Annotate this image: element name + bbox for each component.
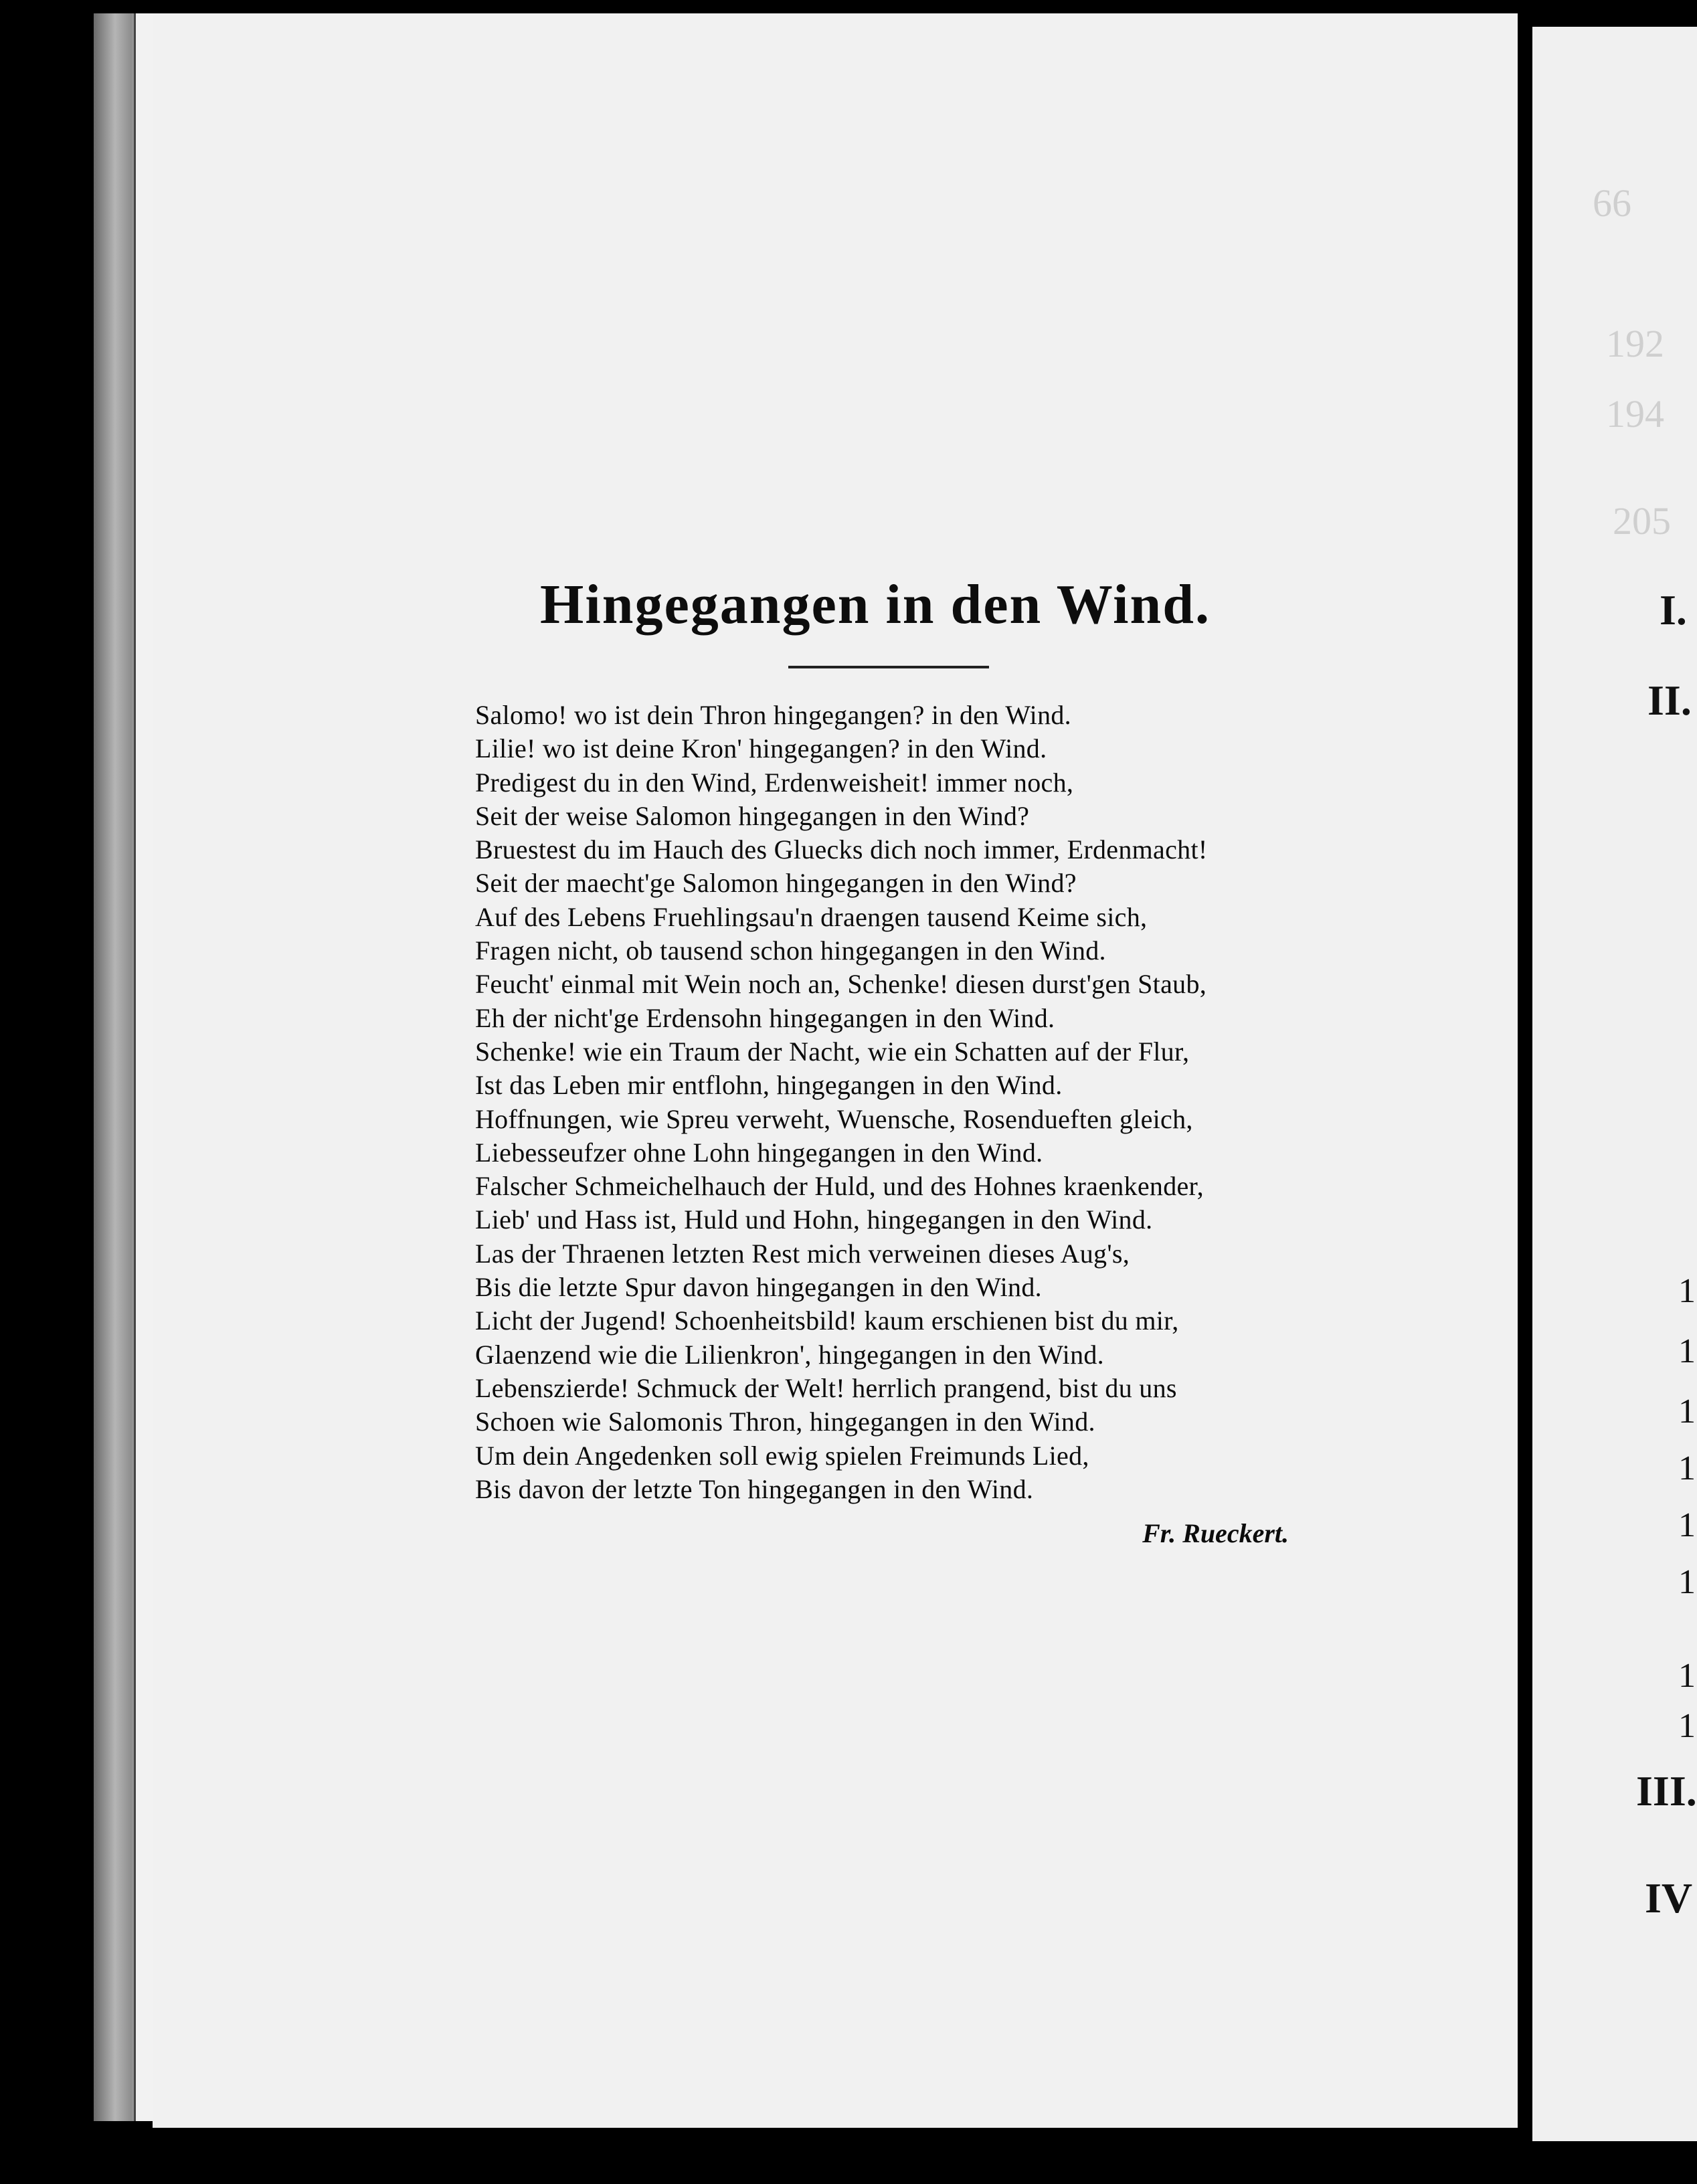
poem-body: [475, 699, 1298, 1506]
item-number: 1: [1678, 1657, 1696, 1695]
poem-line: Bis davon der letzte Ton hingegangen in den Wind.: [475, 1473, 1034, 1504]
faint-number: 66: [1593, 181, 1631, 225]
poem-line: Glaenzend wie die Lilienkron', hingegangen in den Wind.: [475, 1339, 1104, 1370]
poem-line: Bruestest du im Hauch des Gluecks dich noch immer, Erdenmacht!: [475, 834, 1208, 865]
poem-line: Lebenszierde! Schmuck der Welt! herrlich prangend, bist du uns: [475, 1372, 1177, 1403]
item-number: 1: [1678, 1392, 1696, 1431]
poem-line: Feucht' einmal mit Wein noch an, Schenke! diesen durst'gen Staub,: [475, 969, 1207, 1000]
author-signature: Fr. Rueckert.: [1142, 1518, 1289, 1548]
faint-number: 205: [1613, 499, 1671, 543]
poem-line: Eh der nicht'ge Erdensohn hingegangen in den Wind.: [475, 1002, 1055, 1033]
item-number: 1: [1678, 1506, 1696, 1544]
section-mark: II.: [1647, 676, 1692, 724]
poem-line: Salomo! wo ist dein Thron hingegangen? in den Wind.: [475, 700, 1071, 730]
item-number: 1: [1678, 1449, 1696, 1487]
title-rule: [788, 666, 989, 668]
right-page: [1532, 27, 1697, 2141]
item-number: 1: [1678, 1332, 1696, 1370]
faint-number: 192: [1606, 322, 1664, 365]
section-mark: III.: [1636, 1767, 1697, 1815]
poem-line: Falscher Schmeichelhauch der Huld, und des Hohnes kraenkender,: [475, 1171, 1204, 1202]
poem-line: Las der Thraenen letzten Rest mich verweinen dieses Aug's,: [475, 1238, 1130, 1269]
item-number: 1: [1678, 1272, 1696, 1310]
poem-line: Bis die letzte Spur davon hingegangen in den Wind.: [475, 1272, 1042, 1303]
poem-line: Licht der Jugend! Schoenheitsbild! kaum erschienen bist du mir,: [475, 1305, 1179, 1336]
item-number: 1: [1678, 1563, 1696, 1601]
poem-line: Auf des Lebens Fruehlingsau'n draengen tausend Keime sich,: [475, 901, 1148, 932]
poem-line: Um dein Angedenken soll ewig spielen Freimunds Lied,: [475, 1440, 1089, 1471]
faint-number: 194: [1606, 392, 1664, 436]
poem-line: Schenke! wie ein Traum der Nacht, wie ein Schatten auf der Flur,: [475, 1036, 1190, 1067]
section-mark: I.: [1660, 586, 1687, 634]
poem-line: Liebesseufzer ohne Lohn hingegangen in den Wind.: [475, 1137, 1043, 1168]
item-number: 1: [1678, 1707, 1696, 1745]
page-gutter: [1518, 0, 1531, 2184]
section-mark: IV: [1645, 1874, 1693, 1922]
poem-line: Hoffnungen, wie Spreu verweht, Wuensche, Rosendueften gleich,: [475, 1103, 1193, 1134]
poem-line: Lilie! wo ist deine Kron' hingegangen? in den Wind.: [475, 733, 1047, 764]
poem-line: Lieb' und Hass ist, Huld und Hohn, hingegangen in den Wind.: [475, 1204, 1153, 1235]
poem-line: Predigest du in den Wind, Erdenweisheit! immer noch,: [475, 767, 1074, 798]
poem-title: Hingegangen in den Wind.: [540, 573, 1211, 636]
poem-line: Schoen wie Salomonis Thron, hingegangen in den Wind.: [475, 1406, 1095, 1437]
poem-line: Seit der maecht'ge Salomon hingegangen in den Wind?: [475, 868, 1077, 899]
poem-line: Seit der weise Salomon hingegangen in den Wind?: [475, 800, 1030, 831]
poem-line: Ist das Leben mir entflohn, hingegangen in den Wind.: [475, 1070, 1063, 1101]
poem-line: Fragen nicht, ob tausend schon hingegangen in den Wind.: [475, 935, 1106, 966]
